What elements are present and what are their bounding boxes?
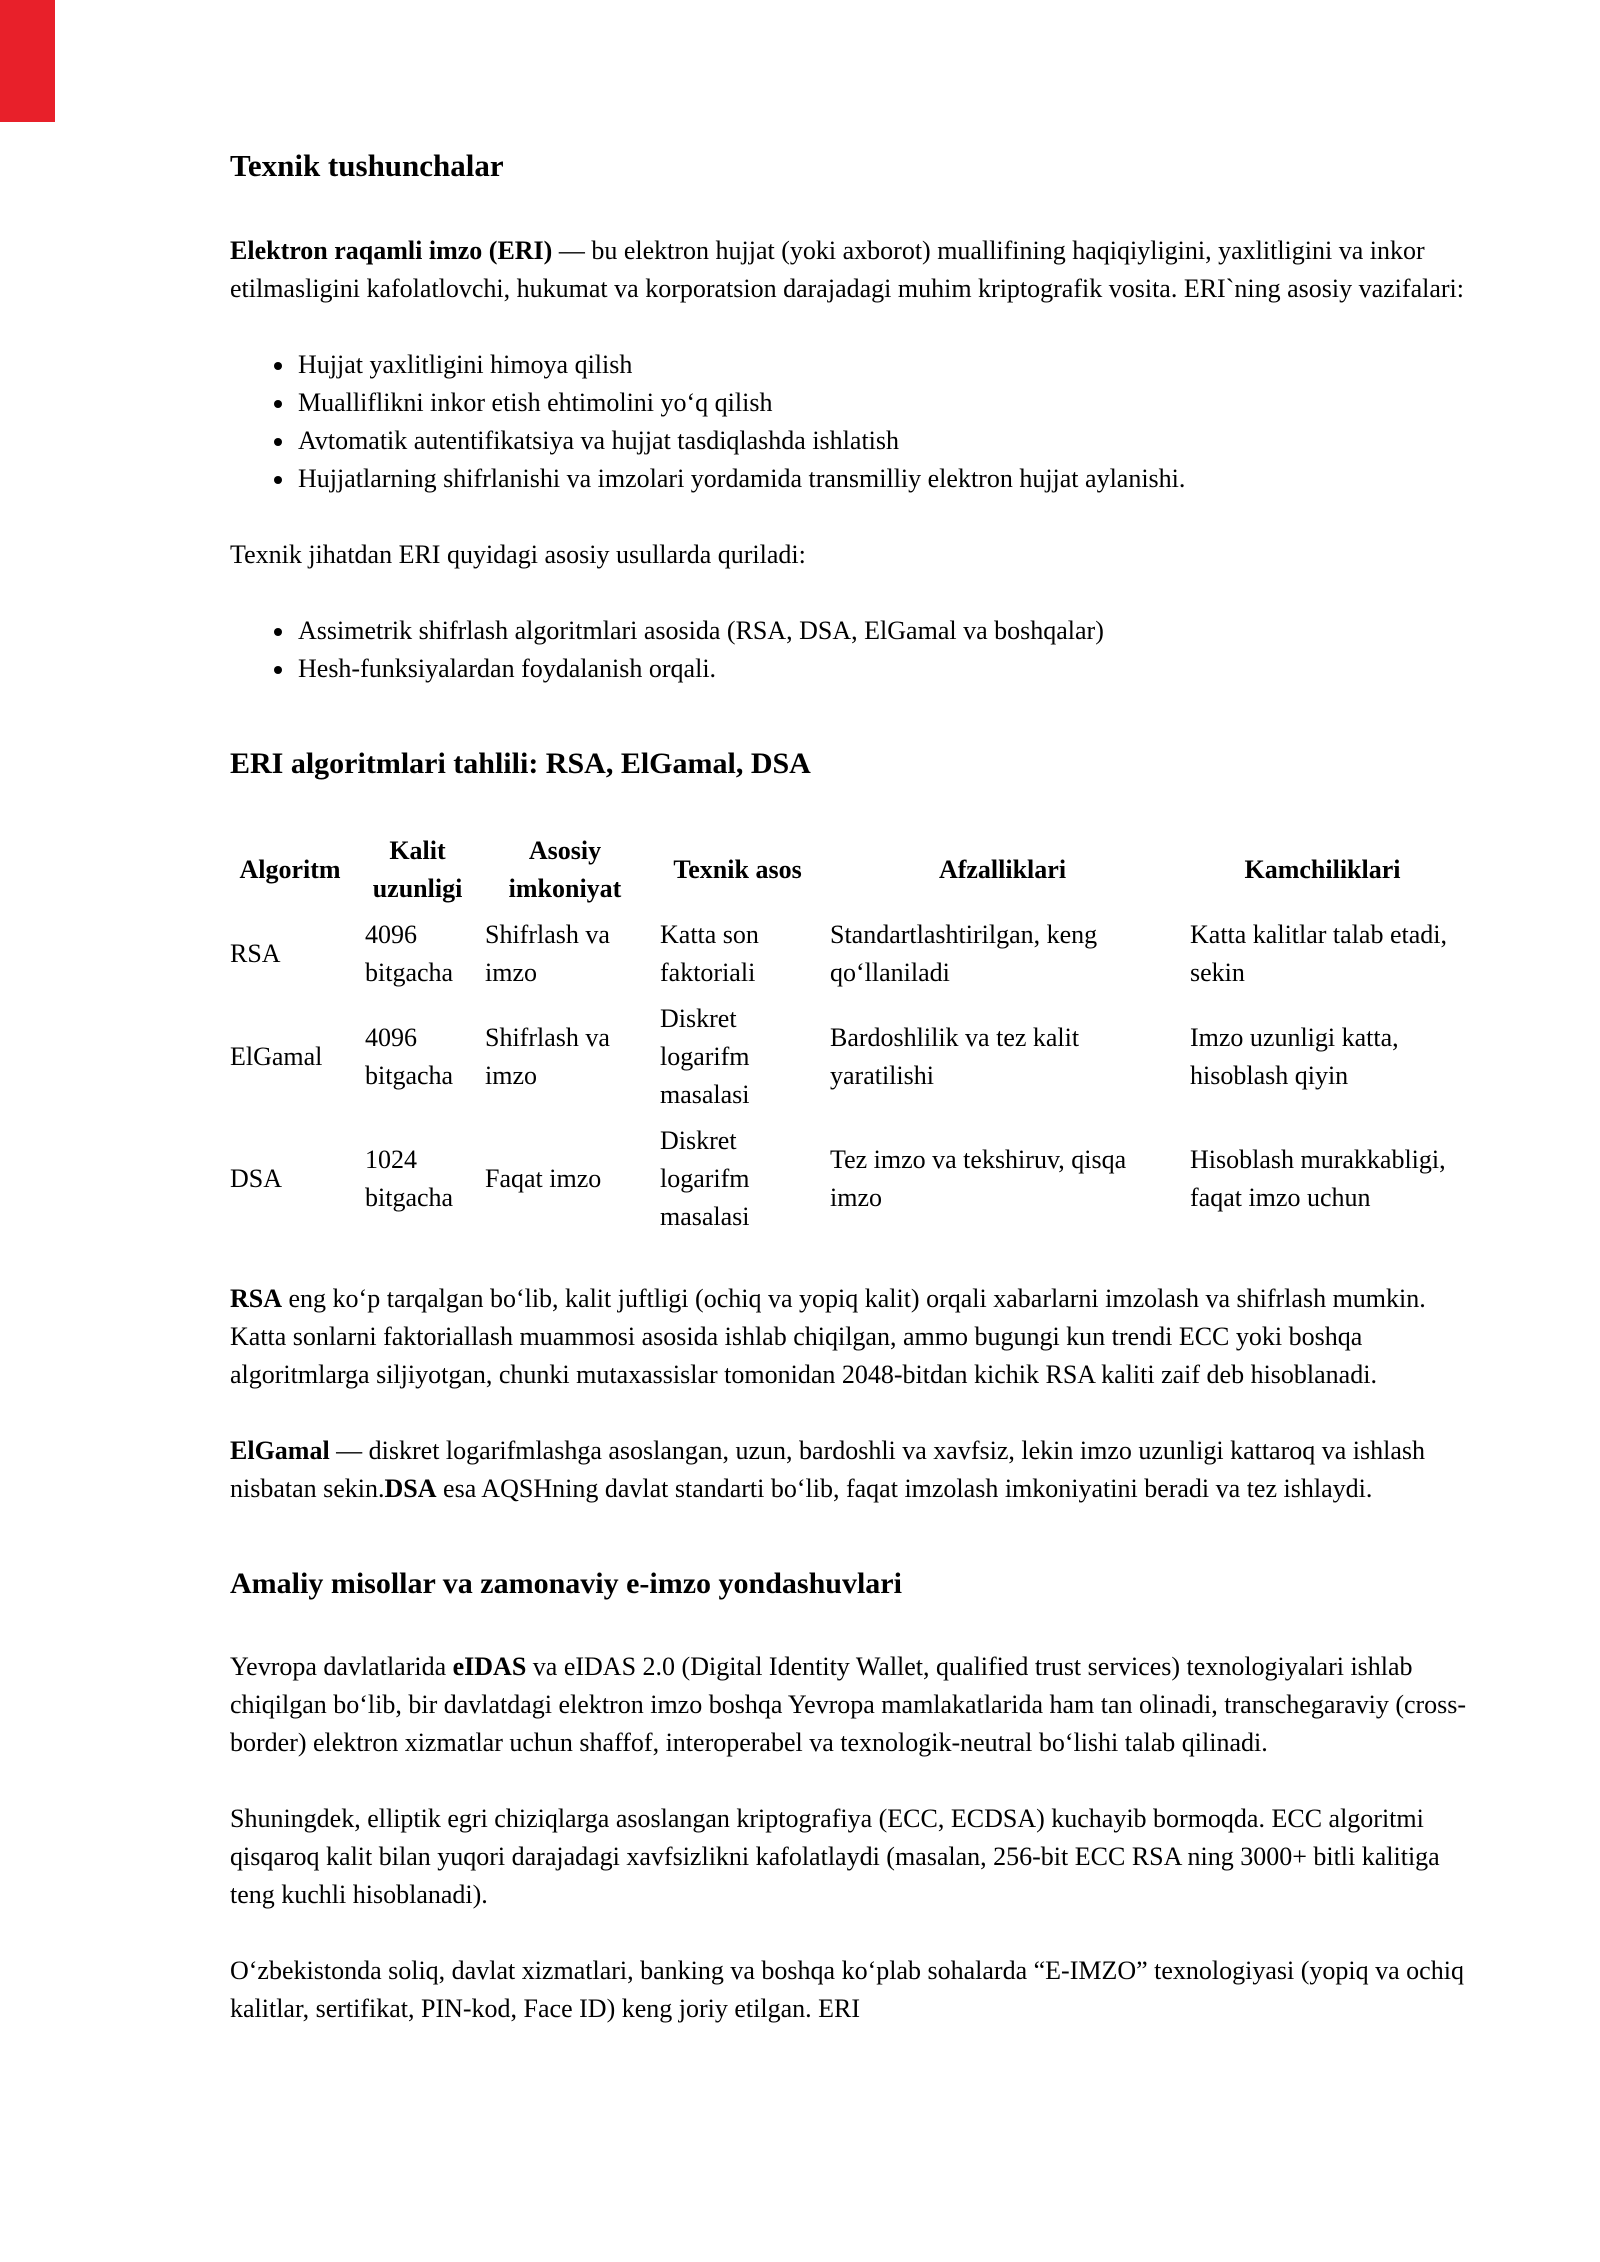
paragraph-eri-definition	[230, 232, 1470, 308]
table-cell: Imzo uzunligi katta, hisoblash qiyin	[1190, 1023, 1399, 1090]
bold-run-eri: Elektron raqamli imzo (ERI)	[230, 236, 553, 265]
bold-run-elgamal: ElGamal	[230, 1436, 330, 1465]
text-run: eng ko‘p tarqalgan bo‘lib, kalit juftligi (ochiq va yopiq kalit) orqali xabarlarni imzolash va shifrlash mumkin. Katta sonlarni faktoriallash muammosi asosida ishlab chiqilgan, ammo bugungi kun trendi ECC yoki boshqa algoritmlarga siljiyotgan, chunki mutaxassislar tomonidan 2048-bitdan kichik RSA kaliti zaif deb hisoblanadi.	[230, 1284, 1426, 1389]
bold-run-eidas: eIDAS	[452, 1652, 527, 1681]
text-run: — diskret logarifmlashga asoslangan, uzun, bardoshli va xavfsiz, lekin imzo uzunligi kattaroq va ishlash nisbatan sekin.	[230, 1436, 1426, 1503]
paragraph-elgamal-dsa	[230, 1432, 1470, 1508]
list-item: • Hesh-funksiyalardan foydalanish orqali.	[296, 650, 1470, 688]
list-item: • Avtomatik autentifikatsiya va hujjat tasdiqlashda ishlatish	[296, 422, 1470, 460]
table-cell: Shifrlash va imzo	[485, 1023, 610, 1090]
table-cell: RSA	[230, 939, 281, 968]
paragraph-eidas	[230, 1648, 1470, 1762]
table-cell: Diskret logarifm masalasi	[660, 1126, 750, 1231]
eri-tasks-list	[230, 346, 1470, 498]
text-run: — bu elektron hujjat (yoki axborot) muallifining haqiqiyligini, yaxlitligini va inkor etilmasligini kafolatlovchi, hukumat va korporatsion darajadagi muhim kriptografik vosita. ERI`ning asosiy vazifalari:	[230, 236, 1464, 303]
paragraph-rsa	[230, 1280, 1470, 1394]
table-row-rsa	[230, 912, 1470, 996]
algorithms-table	[230, 828, 1470, 1240]
text-run: Yevropa davlatlarida	[230, 1652, 453, 1681]
table-cell: Hisoblash murakkabligi, faqat imzo uchun	[1190, 1145, 1446, 1212]
column-header-asosiy-imkoniyat: Asosiy imkoniyat	[508, 836, 622, 903]
paragraph-ecc: Shuningdek, elliptik egri chiziqlarga asoslangan kriptografiya (ECC, ECDSA) kuchayib bormoqda. ECC algoritmi qisqaroq kalit bilan yuqori darajadagi xavfsizlikni kafolatlaydi (masalan, 256-bit ECC RSA ning 3000+ bitli kalitiga teng kuchli hisoblanadi).	[230, 1804, 1440, 1909]
table-row-dsa	[230, 1118, 1470, 1240]
list-item: • Mualliflikni inkor etish ehtimolini yo‘q qilish	[296, 384, 1470, 422]
section-heading-algorithms: ERI algoritmlari tahlili: RSA, ElGamal, DSA	[230, 747, 811, 780]
bold-run-dsa: DSA	[384, 1474, 437, 1503]
section-heading-practice: Amaliy misollar va zamonaviy e-imzo yondashuvlari	[230, 1567, 902, 1600]
paragraph-uzbekistan: O‘zbekistonda soliq, davlat xizmatlari, banking va boshqa ko‘plab sohalarda “E-IMZO” texnologiyasi (yopiq va ochiq kalitlar, sertifikat, PIN-kod, Face ID) keng joriy etilgan. ERI	[230, 1956, 1464, 2023]
table-cell: Bardoshlilik va tez kalit yaratilishi	[830, 1023, 1080, 1090]
table-cell: Standartlashtirilgan, keng qo‘llaniladi	[830, 920, 1098, 987]
table-cell: Katta kalitlar talab etadi, sekin	[1190, 920, 1447, 987]
bold-run-rsa: RSA	[230, 1284, 283, 1313]
table-cell: Shifrlash va imzo	[485, 920, 610, 987]
list-item: • Assimetrik shifrlash algoritmlari asosida (RSA, DSA, ElGamal va boshqalar)	[296, 612, 1470, 650]
paragraph-methods-lead: Texnik jihatdan ERI quyidagi asosiy usullarda quriladi:	[230, 540, 806, 569]
table-cell: DSA	[230, 1164, 283, 1193]
column-header-kalit-uzunligi: Kalit uzunligi	[372, 836, 463, 903]
column-header-kamchiliklari: Kamchiliklari	[1244, 855, 1401, 884]
table-cell: 1024 bitgacha	[365, 1145, 454, 1212]
table-cell: Faqat imzo	[485, 1164, 602, 1193]
column-header-afzalliklari: Afzalliklari	[938, 855, 1067, 884]
page-corner-red-marker	[0, 0, 55, 122]
table-cell: Tez imzo va tekshiruv, qisqa imzo	[830, 1145, 1127, 1212]
text-run: esa AQSHning davlat standarti bo‘lib, faqat imzolash imkoniyatini beradi va tez ishlaydi.	[436, 1474, 1373, 1503]
text-run: va eIDAS 2.0 (Digital Identity Wallet, qualified trust services) texnologiyalari ishlab chiqilgan bo‘lib, bir davlatdagi elektron imzo boshqa Yevropa mamlakatlarida ham tan olinadi, transchegaraviy (cross-border) elektron xizmatlar uchun shaffof, interoperabel va texnologik-neutral bo‘lishi talab qilinadi.	[230, 1652, 1467, 1757]
document-page	[230, 0, 1470, 2066]
column-header-texnik-asos: Texnik asos	[673, 855, 802, 884]
table-cell: 4096 bitgacha	[365, 1023, 454, 1090]
table-cell: Katta son faktoriali	[660, 920, 759, 987]
eri-methods-list	[230, 612, 1470, 688]
table-cell: 4096 bitgacha	[365, 920, 454, 987]
table-header-row	[230, 828, 1470, 912]
table-cell: ElGamal	[230, 1042, 323, 1071]
table-cell: Diskret logarifm masalasi	[660, 1004, 750, 1109]
page-title: Texnik tushunchalar	[230, 148, 504, 183]
column-header-algoritm: Algoritm	[239, 855, 341, 884]
list-item: • Hujjatlarning shifrlanishi va imzolari yordamida transmilliy elektron hujjat aylanishi.	[296, 460, 1470, 498]
list-item: • Hujjat yaxlitligini himoya qilish	[296, 346, 1470, 384]
table-row-elgamal	[230, 996, 1470, 1118]
